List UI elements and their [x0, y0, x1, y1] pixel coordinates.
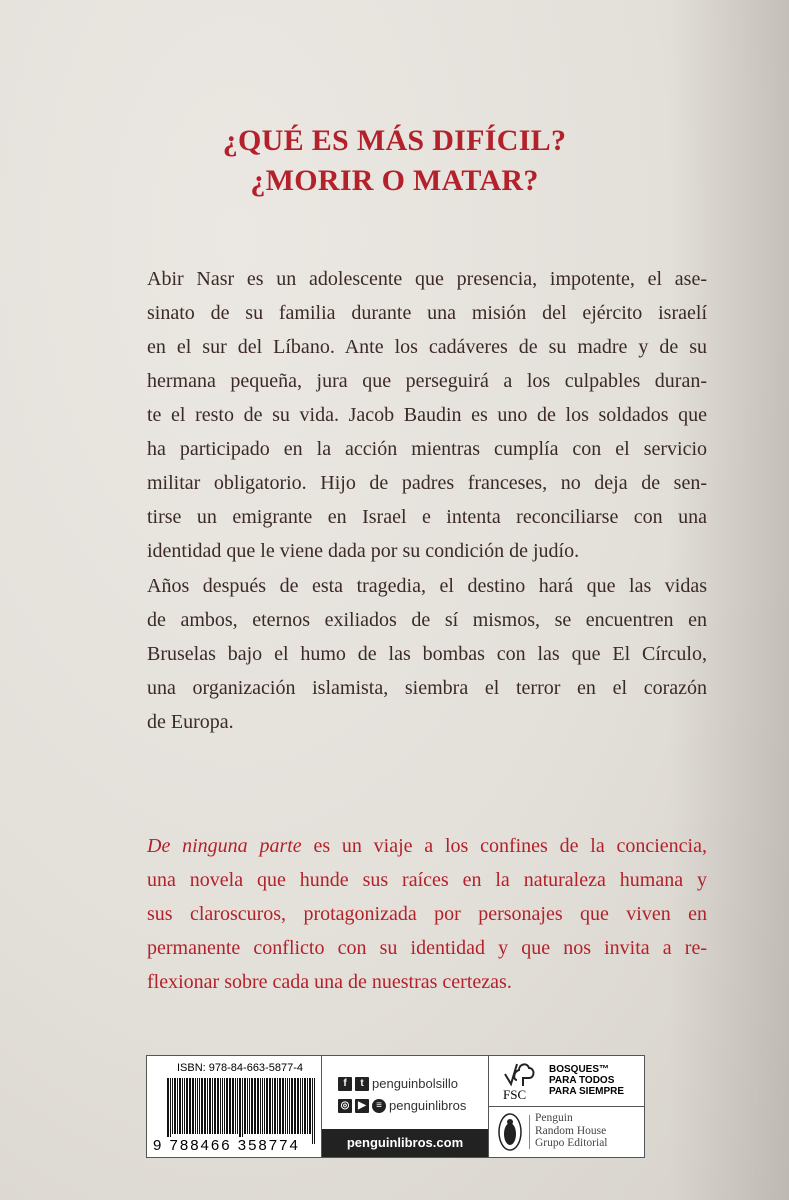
- barcode-bar: [232, 1078, 234, 1134]
- spotify-icon[interactable]: ≡: [372, 1099, 386, 1113]
- paragraph-line: te el resto de su vida. Jacob Baudin es uno de los soldados que: [147, 404, 707, 426]
- publisher-line-3: Grupo Editorial: [535, 1137, 608, 1149]
- barcode-bar: [212, 1078, 213, 1134]
- barcode-bar: [260, 1078, 261, 1134]
- barcode-bar: [244, 1078, 246, 1134]
- paragraph-line: sus claroscuros, protagonizada por personajes que viven en: [147, 903, 707, 925]
- twitter-icon[interactable]: t: [355, 1077, 369, 1091]
- paragraph-line: tirse un emigrante en Israel e intenta reconciliarse con una: [147, 506, 707, 528]
- paragraph-line: Abir Nasr es un adolescente que presencia, impotente, el ase-: [147, 268, 707, 290]
- barcode-bar: [294, 1078, 296, 1134]
- barcode-bar: [167, 1078, 169, 1144]
- heading-line-2: ¿MORIR O MATAR?: [250, 164, 539, 197]
- barcode-bar: [222, 1078, 223, 1134]
- facebook-icon[interactable]: f: [338, 1077, 352, 1091]
- barcode-bar: [229, 1078, 231, 1134]
- synopsis-paragraph-1: [147, 262, 707, 568]
- publisher-line-2: Random House: [535, 1124, 607, 1137]
- barcode-bar: [282, 1078, 284, 1134]
- social-handle-2[interactable]: penguinlibros: [389, 1098, 467, 1113]
- book-title: De ninguna parte: [147, 835, 302, 857]
- barcode-bar: [184, 1078, 185, 1134]
- barcode-bar: [304, 1078, 306, 1134]
- barcode-bar: [235, 1078, 236, 1134]
- barcode-bar: [199, 1078, 200, 1134]
- barcode-bar: [272, 1078, 273, 1134]
- barcode-bar: [309, 1078, 311, 1134]
- paragraph-line: una novela que hunde sus raíces en la naturaleza humana y: [147, 869, 707, 891]
- barcode-bar: [274, 1078, 276, 1134]
- paragraph-line: permanente conflicto con su identidad y que nos invita a re-: [147, 937, 707, 959]
- barcode-bar: [195, 1078, 196, 1134]
- barcode-bar: [237, 1078, 238, 1134]
- paragraph-line: [147, 829, 707, 863]
- paragraph-line: militar obligatorio. Hijo de padres franceses, no deja de sen-: [147, 472, 707, 494]
- paragraph-line: identidad que le viene dada por su condición de judío.: [147, 540, 580, 562]
- barcode-bar: [312, 1078, 313, 1144]
- publisher-line-1: Penguin: [535, 1112, 573, 1124]
- barcode-bar: [204, 1078, 206, 1134]
- barcode-bar: [254, 1078, 256, 1134]
- heading-line-1: ¿QUÉ ES MÁS DIFÍCIL?: [222, 124, 567, 157]
- barcode-bar: [285, 1078, 286, 1134]
- penguin-icon: [497, 1112, 523, 1152]
- line-text: es un viaje a los confines de la conciencia,: [301, 835, 707, 857]
- barcode-bar: [220, 1078, 221, 1134]
- paragraph-line: flexionar sobre cada una de nuestras certezas.: [147, 971, 512, 993]
- barcode-bar: [269, 1078, 271, 1134]
- paragraph-line: en el sur del Líbano. Ante los cadáveres de su madre y de su: [147, 336, 707, 358]
- barcode-bar: [300, 1078, 301, 1134]
- logos-block: [489, 1056, 644, 1157]
- paragraph-line: sinato de su familia durante una misión del ejército israelí: [147, 302, 707, 324]
- back-cover-info-box: [146, 1055, 645, 1158]
- instagram-icon[interactable]: ◎: [338, 1099, 352, 1113]
- barcode-bar: [170, 1078, 171, 1144]
- paragraph-line: hermana pequeña, jura que perseguirá a los culpables duran-: [147, 370, 707, 392]
- social-handle-1[interactable]: penguinbolsillo: [372, 1076, 459, 1091]
- barcode-bar: [287, 1078, 288, 1134]
- paragraph-line: Años después de esta tragedia, el destino hará que las vidas: [147, 575, 707, 597]
- barcode-bar: [277, 1078, 278, 1134]
- barcode-bar: [262, 1078, 263, 1134]
- barcode-bar: [266, 1078, 268, 1134]
- paragraph-line: de Europa.: [147, 711, 234, 733]
- barcode-bar: [209, 1078, 211, 1134]
- barcode-bar: [249, 1078, 250, 1134]
- barcode-bar: [251, 1078, 253, 1134]
- barcode-bar: [179, 1078, 181, 1134]
- paragraph-line: Bruselas bajo el humo de las bombas con las que El Círculo,: [147, 643, 707, 665]
- paragraph-line: ha participado en la acción mientras cumplía con el servicio: [147, 438, 707, 460]
- barcode-bar: [291, 1078, 293, 1134]
- barcode-bar: [302, 1078, 303, 1134]
- barcode-bar: [314, 1078, 315, 1144]
- barcode-bar: [214, 1078, 216, 1134]
- barcode-bar: [242, 1078, 243, 1144]
- website-link[interactable]: penguinlibros.com: [322, 1129, 488, 1157]
- barcode-bar: [201, 1078, 203, 1134]
- barcode-bar: [264, 1078, 265, 1134]
- barcode-bar: [186, 1078, 188, 1134]
- barcode-bar: [247, 1078, 248, 1134]
- barcode: [167, 1078, 315, 1144]
- barcode-bar: [217, 1078, 219, 1134]
- social-block: [322, 1056, 489, 1157]
- barcode-bar: [307, 1078, 308, 1134]
- fsc-label: FSC: [503, 1087, 527, 1102]
- fsc-logo: [489, 1056, 644, 1107]
- barcode-bar: [239, 1078, 241, 1144]
- isbn-label: ISBN: 978-84-663-5877-4: [177, 1062, 303, 1074]
- fsc-tagline-2: PARA TODOS: [549, 1075, 615, 1086]
- synopsis-paragraph-3: [147, 829, 707, 999]
- barcode-bar: [192, 1078, 194, 1134]
- barcode-bar: [224, 1078, 225, 1134]
- barcode-bar: [289, 1078, 290, 1134]
- fsc-tagline-1: BOSQUES™: [549, 1064, 610, 1075]
- barcode-digits: 9 788466 358774: [153, 1137, 300, 1154]
- barcode-block: [147, 1056, 322, 1157]
- youtube-icon[interactable]: ▶: [355, 1099, 369, 1113]
- paragraph-line: de ambos, eternos exiliados de sí mismos, se encuentren en: [147, 609, 707, 631]
- publisher-logo: [489, 1107, 644, 1157]
- barcode-bar: [207, 1078, 208, 1134]
- tree-check-icon: [503, 1060, 537, 1088]
- barcode-bar: [279, 1078, 281, 1134]
- barcode-bar: [226, 1078, 228, 1134]
- barcode-bar: [182, 1078, 183, 1134]
- barcode-bar: [297, 1078, 299, 1134]
- barcode-bar: [189, 1078, 191, 1134]
- barcode-bar: [197, 1078, 198, 1134]
- barcode-bar: [177, 1078, 178, 1134]
- barcode-bar: [172, 1078, 173, 1134]
- synopsis-paragraph-2: [147, 569, 707, 739]
- barcode-bar: [257, 1078, 259, 1134]
- fsc-tagline-3: PARA SIEMPRE: [549, 1086, 625, 1097]
- barcode-bar: [174, 1078, 176, 1134]
- paragraph-line: una organización islamista, siembra el terror en el corazón: [147, 677, 707, 699]
